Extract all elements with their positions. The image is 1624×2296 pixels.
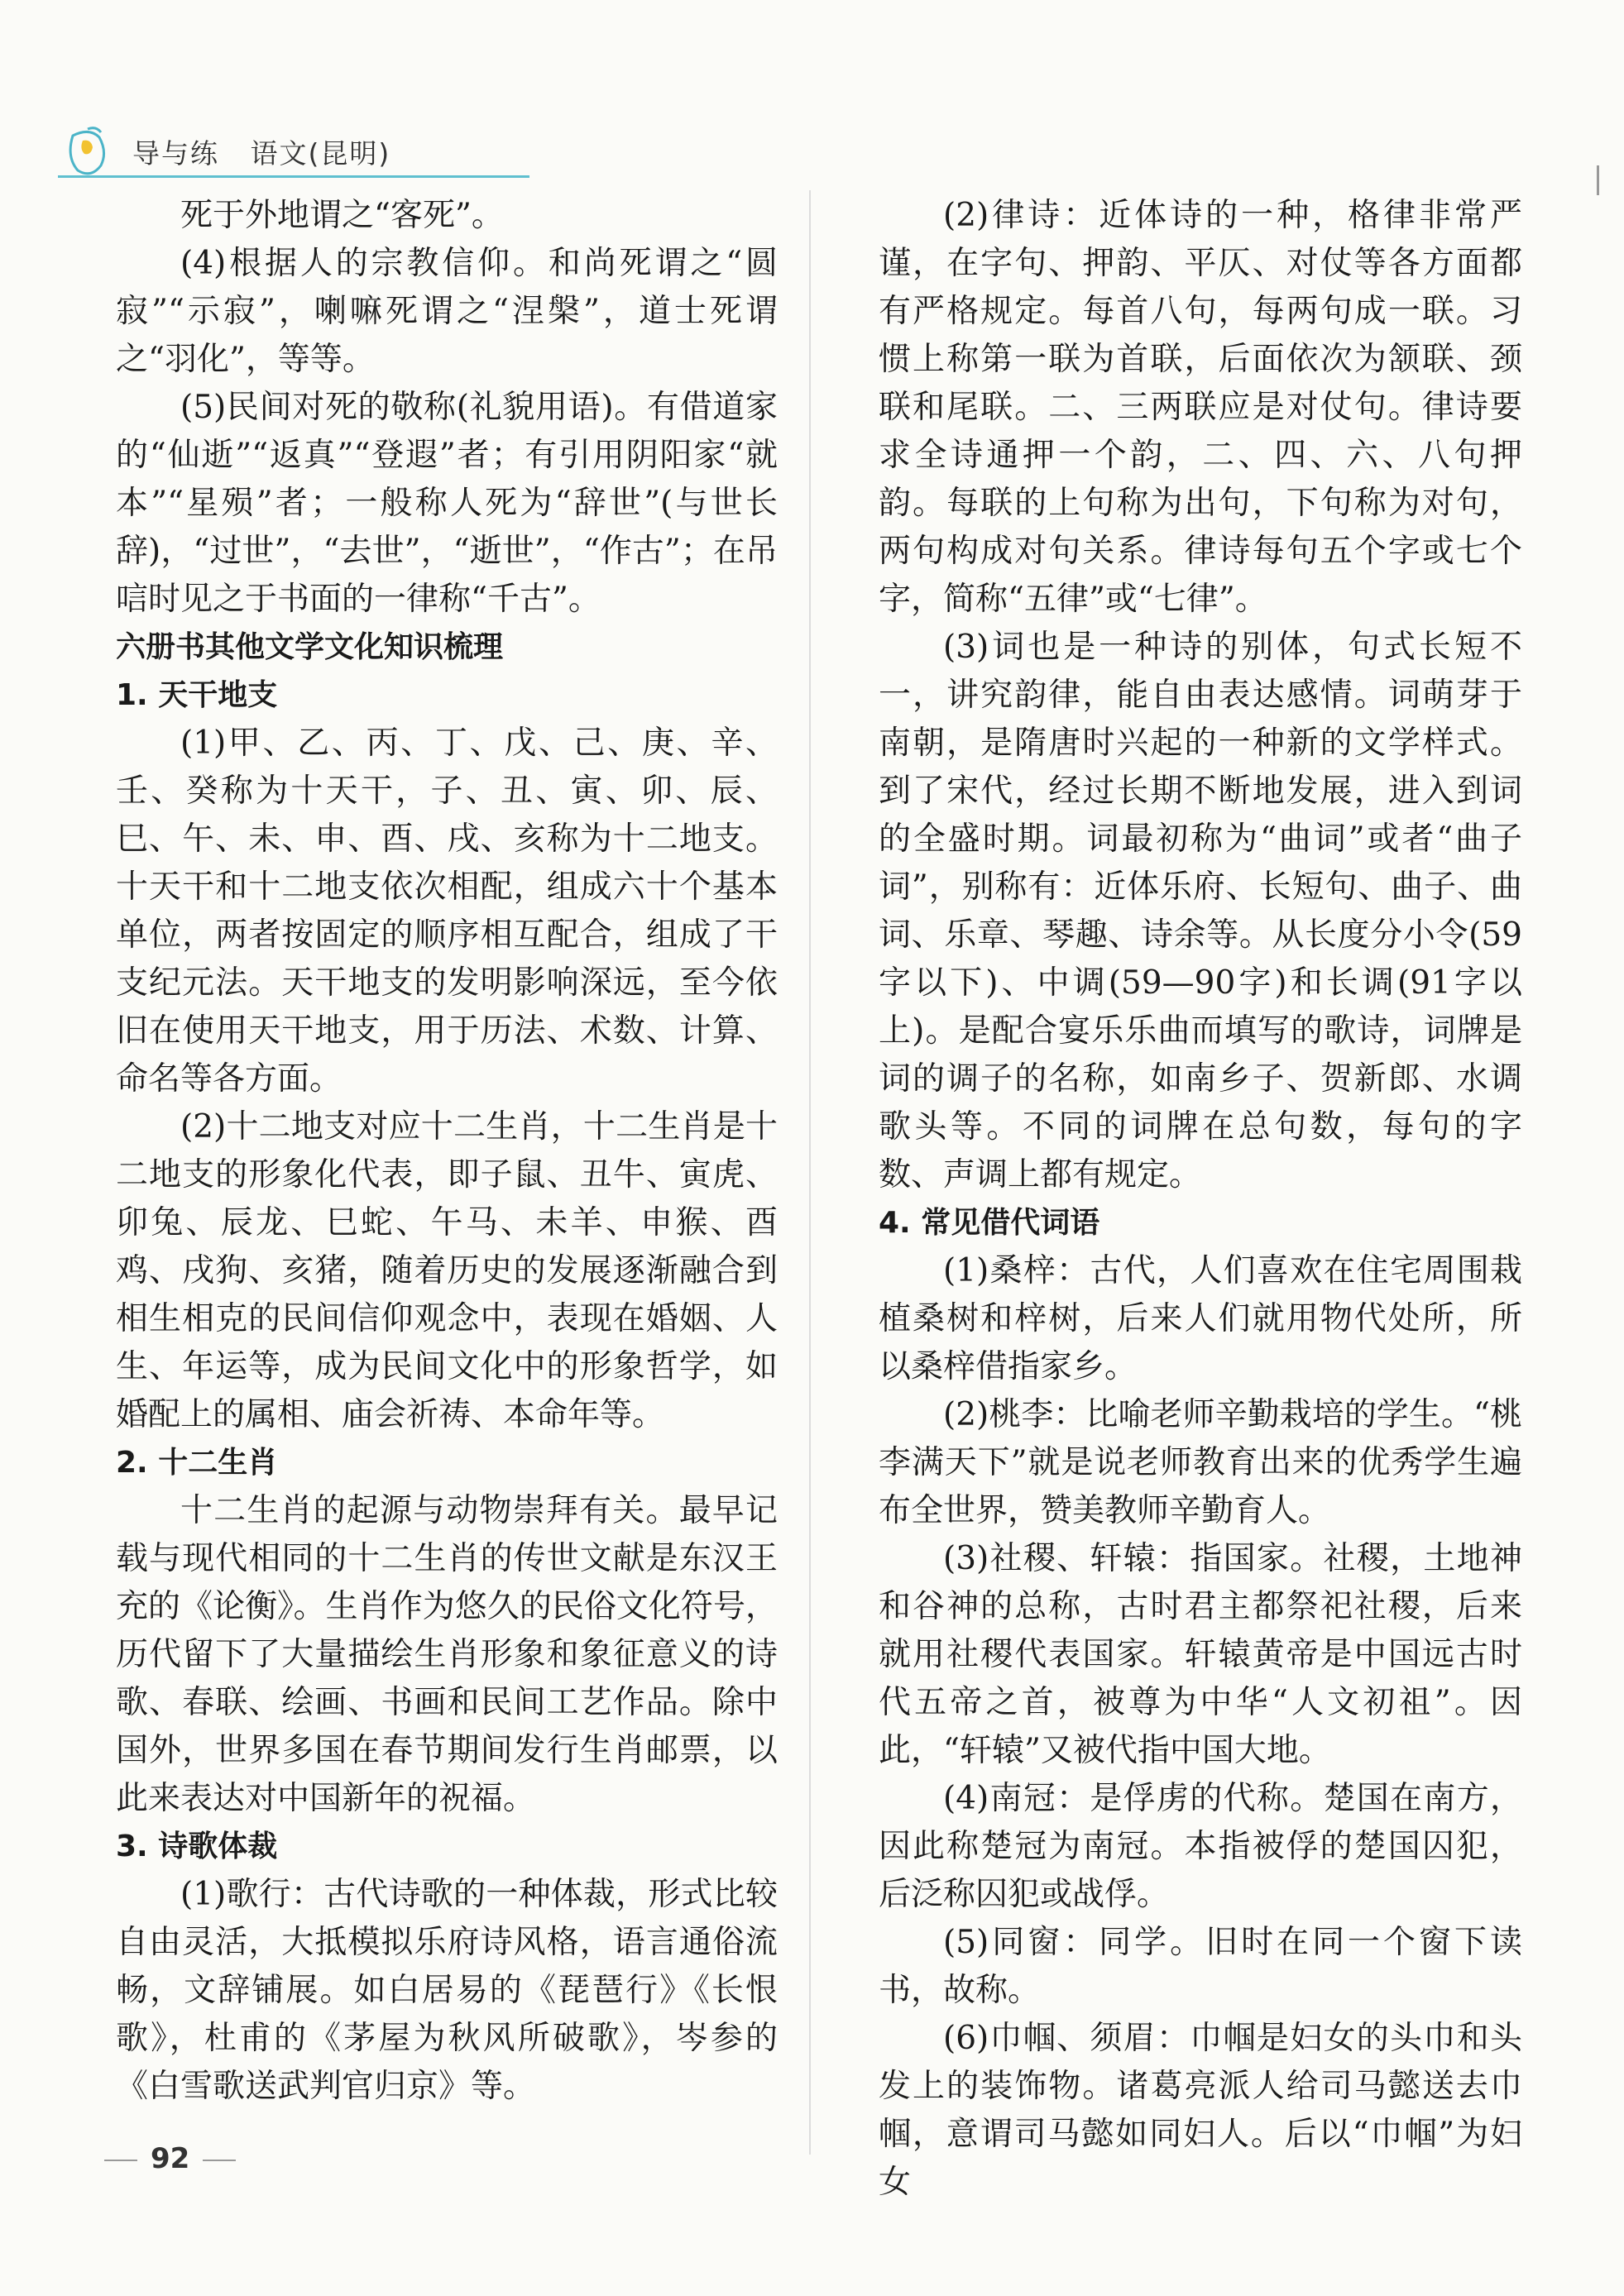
mouse-logo-icon [58, 124, 116, 177]
heading-4: 4. 常见借代词语 [879, 1206, 1100, 1240]
right-paragraph-6: (4)南冠：是俘虏的代称。楚国在南方，因此称楚冠为南冠。本指被俘的楚国囚犯，后泛称囚犯或战俘。 [879, 1780, 1522, 1913]
header-series: 导与练 [132, 137, 219, 170]
right-paragraph-4: (2)桃李：比喻老师辛勤栽培的学生。“桃李满天下”就是说老师教育出来的优秀学生遍布全世界，赞美教师辛勤育人。 [879, 1396, 1522, 1529]
page-number: 92 [151, 2142, 190, 2175]
right-paragraph-7: (5)同窗：同学。旧时在同一个窗下读书，故称。 [879, 1924, 1522, 2009]
right-paragraph-2: (3)词也是一种诗的别体，句式长短不一，讲究韵律，能自由表达感情。词萌芽于南朝，是隋唐时兴起的一种新的文学样式。到了宋代，经过长期不断地发展，进入到词的全盛时期。词最初称为“曲词”或者“曲子词”，别称有：近体乐府、长短句、曲子、曲词、乐章、琴趣、诗余等。从长度分小令(59字以下)、中调(59—90字)和长调(91字以上)。是配合宴乐乐曲而填写的歌诗，词牌是词的调子的名称，如南乡子、贺新郎、水调歌头等。不同的词牌在总句数，每句的字数、声调上都有规定。 [879, 629, 1522, 1193]
right-paragraph-3: (1)桑梓：古代，人们喜欢在住宅周围栽植桑树和梓树，后来人们就用物代处所，所以桑梓借指家乡。 [879, 1252, 1522, 1385]
right-column [879, 192, 1522, 2207]
right-paragraph-1: (2)律诗：近体诗的一种，格律非常严谨，在字句、押韵、平仄、对仗等各方面都有严格规定。每首八句，每两句成一联。习惯上称第一联为首联，后面依次为颔联、颈联和尾联。二、三两联应是对仗句。律诗要求全诗通押一个韵，二、四、六、八句押韵。每联的上句称为出句，下句称为对句，两句构成对句关系。律诗每句五个字或七个字，简称“五律”或“七律”。 [879, 197, 1522, 618]
section-title: 六册书其他文学文化知识梳理 [116, 630, 504, 664]
heading-3: 3. 诗歌体裁 [116, 1830, 278, 1863]
right-paragraph-8: (6)巾帼、须眉：巾帼是妇女的头巾和头发上的装饰物。诸葛亮派人给司马懿送去巾帼，意谓司马懿如同妇人。后以“巾帼”为妇女 [879, 2020, 1522, 2201]
left-paragraph-6: 十二生肖的起源与动物崇拜有关。最早记载与现代相同的十二生肖的传世文献是东汉王充的《论衡》。生肖作为悠久的民俗文化符号，历代留下了大量描绘生肖形象和象征意义的诗歌、春联、绘画、书画和民间工艺作品。除中国外，世界多国在春节期间发行生肖邮票，以此来表达对中国新年的祝福。 [116, 1492, 778, 1817]
footer-dash-left [104, 2160, 137, 2161]
footer-dash-right [203, 2160, 236, 2161]
right-paragraph-5: (3)社稷、轩辕：指国家。社稷，土地神和谷神的总称，古时君主都祭祀社稷，后来就用社稷代表国家。轩辕黄帝是中国远古时代五帝之首，被尊为中华“人文初祖”。因此，“轩辕”又被代指中国大地。 [879, 1540, 1522, 1769]
header-title [132, 132, 390, 171]
left-paragraph-7: (1)歌行：古代诗歌的一种体裁，形式比较自由灵活，大抵模拟乐府诗风格，语言通俗流畅，文辞铺展。如白居易的《琵琶行》《长恨歌》，杜甫的《茅屋为秋风所破歌》，岑参的《白雪歌送武判官归京》等。 [116, 1876, 778, 2105]
left-paragraph-4: (1)甲、乙、丙、丁、戊、己、庚、辛、壬、癸称为十天干，子、丑、寅、卯、辰、巳、午、未、申、酉、戌、亥称为十二地支。十天干和十二地支依次相配，组成六十个基本单位，两者按固定的顺序相互配合，组成了干支纪元法。天干地支的发明影响深远，至今依旧在使用天干地支，用于历法、术数、计算、命名等各方面。 [116, 725, 778, 1098]
page-footer [91, 2142, 249, 2175]
left-paragraph-5: (2)十二地支对应十二生肖，十二生肖是十二地支的形象化代表，即子鼠、丑牛、寅虎、卯兔、辰龙、巳蛇、午马、未羊、申猴、酉鸡、戌狗、亥猪，随着历史的发展逐渐融合到相生相克的民间信仰观念中，表现在婚姻、人生、年运等，成为民间文化中的形象哲学，如婚配上的属相、庙会祈祷、本命年等。 [116, 1108, 778, 1433]
left-paragraph-2: (4)根据人的宗教信仰。和尚死谓之“圆寂”“示寂”，喇嘛死谓之“涅槃”，道士死谓之“羽化”，等等。 [116, 245, 778, 378]
heading-1: 1. 天干地支 [116, 678, 278, 712]
left-paragraph-3: (5)民间对死的敬称(礼貌用语)。有借道家的“仙逝”“返真”“登遐”者；有引用阴阳家“就本”“星殒”者；一般称人死为“辞世”(与世长辞)，“过世”，“去世”，“逝世”，“作古”；在吊唁时见之于书面的一律称“千古”。 [116, 389, 778, 618]
edge-mark [1597, 165, 1599, 195]
column-divider [809, 190, 811, 2155]
left-column [116, 192, 778, 2111]
left-paragraph-1: 死于外地谓之“客死”。 [180, 197, 504, 234]
heading-2: 2. 十二生肖 [116, 1446, 278, 1480]
page-header [58, 116, 529, 182]
header-subject: 语文(昆明) [250, 137, 391, 170]
header-rule [58, 175, 529, 178]
